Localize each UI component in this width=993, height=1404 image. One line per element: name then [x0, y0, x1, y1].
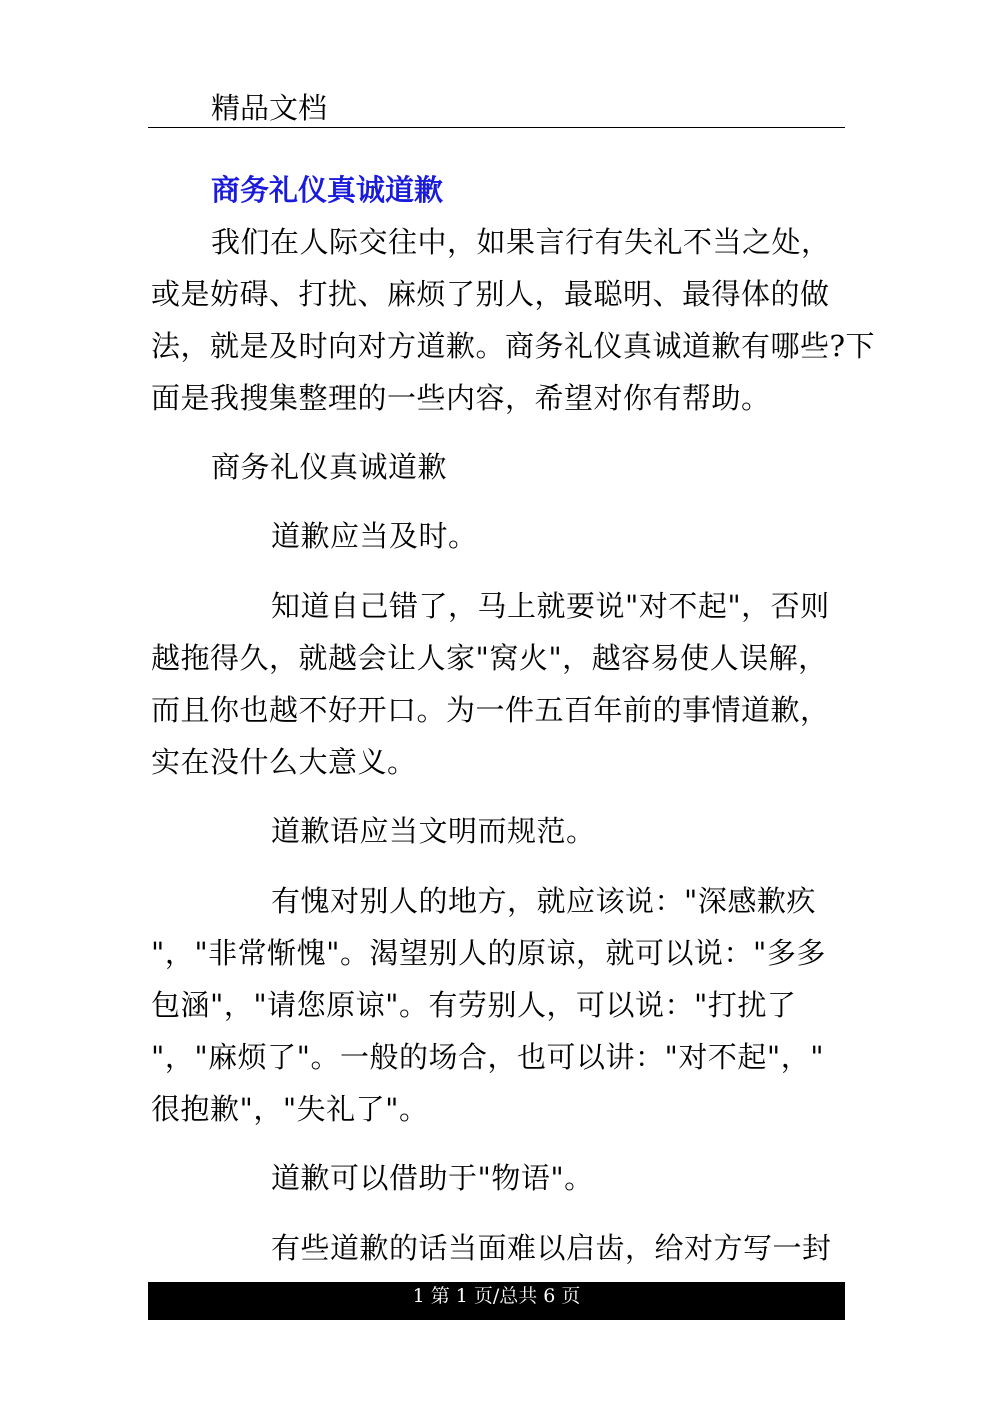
paragraph-line: 知道自己错了，马上就要说"对不起"，否则 [271, 589, 830, 623]
page-footer [148, 1282, 845, 1320]
point-heading: 道歉应当及时。 [271, 519, 478, 553]
intro-line: 或是妨碍、打扰、麻烦了别人，最聪明、最得体的做 [151, 277, 830, 311]
paragraph-line: "，"麻烦了"。一般的场合，也可以讲："对不起"，" [151, 1040, 825, 1074]
intro-line: 我们在人际交往中，如果言行有失礼不当之处， [211, 225, 831, 259]
article-title: 商务礼仪真诚道歉 [211, 173, 444, 207]
header-divider [148, 127, 845, 128]
paragraph-line: 包涵"，"请您原谅"。有劳别人，可以说："打扰了 [151, 988, 797, 1022]
paragraph-line: 很抱歉"，"失礼了"。 [151, 1092, 429, 1126]
paragraph-line: "，"非常惭愧"。渴望别人的原谅，就可以说："多多 [151, 936, 826, 970]
point-heading: 道歉语应当文明而规范。 [271, 814, 596, 848]
point-heading: 道歉可以借助于"物语"。 [271, 1161, 594, 1195]
paragraph-line: 而且你也越不好开口。为一件五百年前的事情道歉， [151, 693, 830, 727]
page-number-label: 1 第 1 页/总共 6 页 [412, 1285, 581, 1307]
paragraph-line: 有些道歉的话当面难以启齿，给对方写一封 [271, 1231, 832, 1265]
paragraph-line: 实在没什么大意义。 [151, 745, 417, 779]
intro-line: 法，就是及时向对方道歉。商务礼仪真诚道歉有哪些?下 [151, 329, 876, 363]
intro-line: 面是我搜集整理的一些内容，希望对你有帮助。 [151, 381, 771, 415]
document-header-label: 精品文档 [211, 91, 328, 125]
section-subtitle: 商务礼仪真诚道歉 [211, 450, 448, 484]
paragraph-line: 有愧对别人的地方，就应该说："深感歉疚 [271, 884, 816, 918]
paragraph-line: 越拖得久，就越会让人家"窝火"，越容易使人误解， [151, 641, 828, 675]
